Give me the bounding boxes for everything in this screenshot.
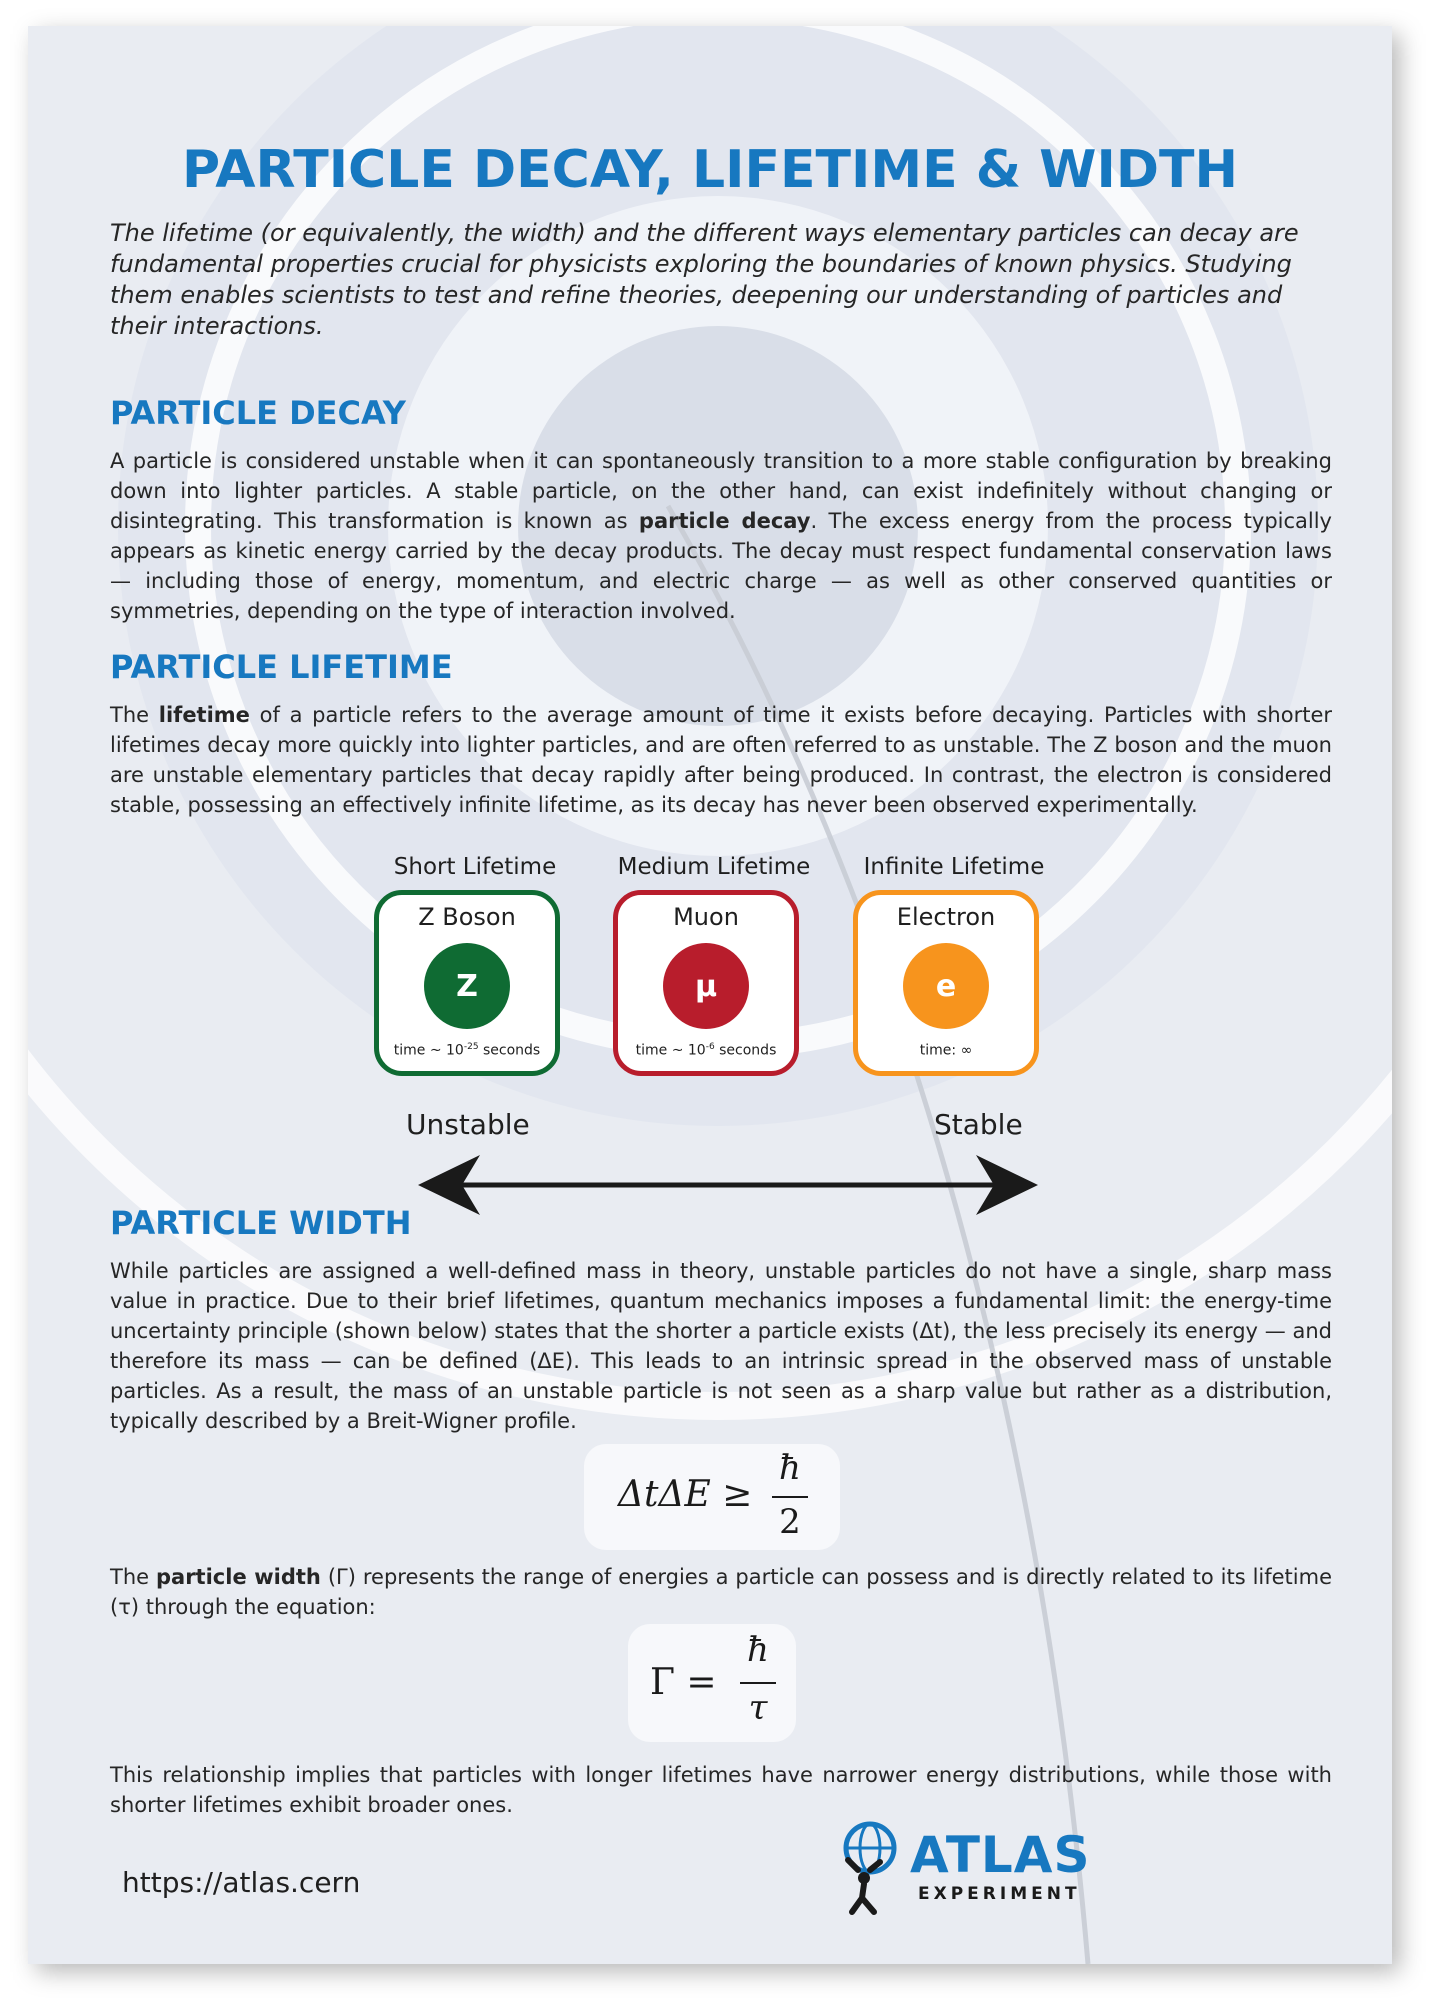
particle-name: Z Boson xyxy=(418,903,516,931)
fraction-bar xyxy=(772,1496,808,1498)
particle-symbol-z: Z xyxy=(424,943,510,1029)
equation-numerator: ħ xyxy=(747,1630,769,1670)
lifetime-paragraph: The lifetime of a particle refers to the average amount of time it exists before decaying. Particles with shorter lifetimes decay more quickly into lighter particles, and are often referred to as unstable. The Z boson and the muon are unstable elementary particles that decay rapidly after being produced. In contrast, the electron is considered stable, possessing an effectively infinite lifetime, as its decay has never been observed experimentally. xyxy=(110,703,1332,817)
lifetime-category-infinite: Infinite Lifetime xyxy=(863,854,1045,880)
intro-paragraph: The lifetime (or equivalently, the width) and the different ways elementary particles can decay are fundamental properties crucial for physicists exploring the boundaries of known physics. Studying them enables scientists to test and refine theories, deepening our understanding of particles and their interactions. xyxy=(110,219,1299,340)
section-heading-decay: PARTICLE DECAY xyxy=(110,394,406,432)
equation-denominator: 2 xyxy=(779,1502,801,1542)
atlas-logo-word: ATLAS xyxy=(910,1826,1091,1884)
decay-paragraph: A particle is considered unstable when it can spontaneously transition to a more stable configuration by breaking down into lighter particles. A stable particle, on the other hand, can exist indefinitely without changing or disintegrating. This transformation is known as particle decay. The excess energy from the process typically appears as kinetic energy carried by the decay products. The decay must respect fundamental conservation laws — including those of energy, momentum, and electric charge — as well as other conserved quantities or symmetries, depending on the type of interaction involved. xyxy=(110,449,1332,623)
width-conclusion-paragraph: This relationship implies that particles with longer lifetimes have narrower energy distributions, while those with shorter lifetimes exhibit broader ones. xyxy=(110,1763,1332,1817)
particle-lifetime-value: time ~ $10^{-6}$ seconds xyxy=(635,1042,777,1059)
equation-lhs: Γ = xyxy=(650,1662,717,1703)
particle-lifetime-value: time ~ $10^{-25}$ seconds xyxy=(393,1042,541,1059)
particle-symbol-mu: μ xyxy=(663,943,749,1029)
particle-name: Muon xyxy=(673,903,739,931)
atlas-logo-subtitle: EXPERIMENT xyxy=(918,1884,1081,1904)
width-relation-paragraph: The particle width (Γ) represents the range of energies a particle can possess and is directly related to its lifetime (τ) through the equation: xyxy=(110,1565,1333,1619)
section-heading-width: PARTICLE WIDTH xyxy=(110,1204,412,1242)
footer-url[interactable]: https://atlas.cern xyxy=(122,1866,361,1899)
particle-card-z-boson xyxy=(374,890,560,1076)
particle-name: Electron xyxy=(896,903,996,931)
width-paragraph: While particles are assigned a well-defined mass in theory, unstable particles do not have a single, sharp mass value in practice. Due to their brief lifetimes, quantum mechanics imposes a fundamental limit: the energy-time uncertainty principle (shown below) states that the shorter a particle exists (Δt), the less precisely its energy — and therefore its mass — can be defined (ΔE). This leads to an intrinsic spread in the observed mass of unstable particles. As a result, the mass of an unstable particle is not seen as a sharp value but rather as a distribution, typically described by a Breit-Wigner profile. xyxy=(110,1259,1332,1433)
lifetime-category-short: Short Lifetime xyxy=(393,854,557,880)
particle-card-muon xyxy=(613,890,799,1076)
section-heading-lifetime: PARTICLE LIFETIME xyxy=(110,648,453,686)
equation-numerator: ħ xyxy=(779,1448,801,1488)
lifetime-category-medium: Medium Lifetime xyxy=(617,854,811,880)
poster-sheet xyxy=(28,26,1392,1964)
label-stable: Stable xyxy=(934,1108,1023,1141)
page-title: PARTICLE DECAY, LIFETIME & WIDTH xyxy=(181,140,1239,200)
equation-lhs: ΔtΔE ≥ xyxy=(618,1474,753,1515)
stability-double-arrow-icon xyxy=(418,1151,1038,1221)
equation-denominator: τ xyxy=(748,1688,768,1728)
label-unstable: Unstable xyxy=(406,1108,530,1141)
equation-uncertainty xyxy=(584,1444,840,1550)
atlas-globe-figure-icon xyxy=(828,1820,914,1916)
particle-card-electron xyxy=(853,890,1039,1076)
equation-width-lifetime xyxy=(628,1624,796,1742)
particle-symbol-e: e xyxy=(903,943,989,1029)
particle-lifetime-value: time: ∞ xyxy=(919,1042,973,1059)
fraction-bar xyxy=(740,1682,776,1684)
